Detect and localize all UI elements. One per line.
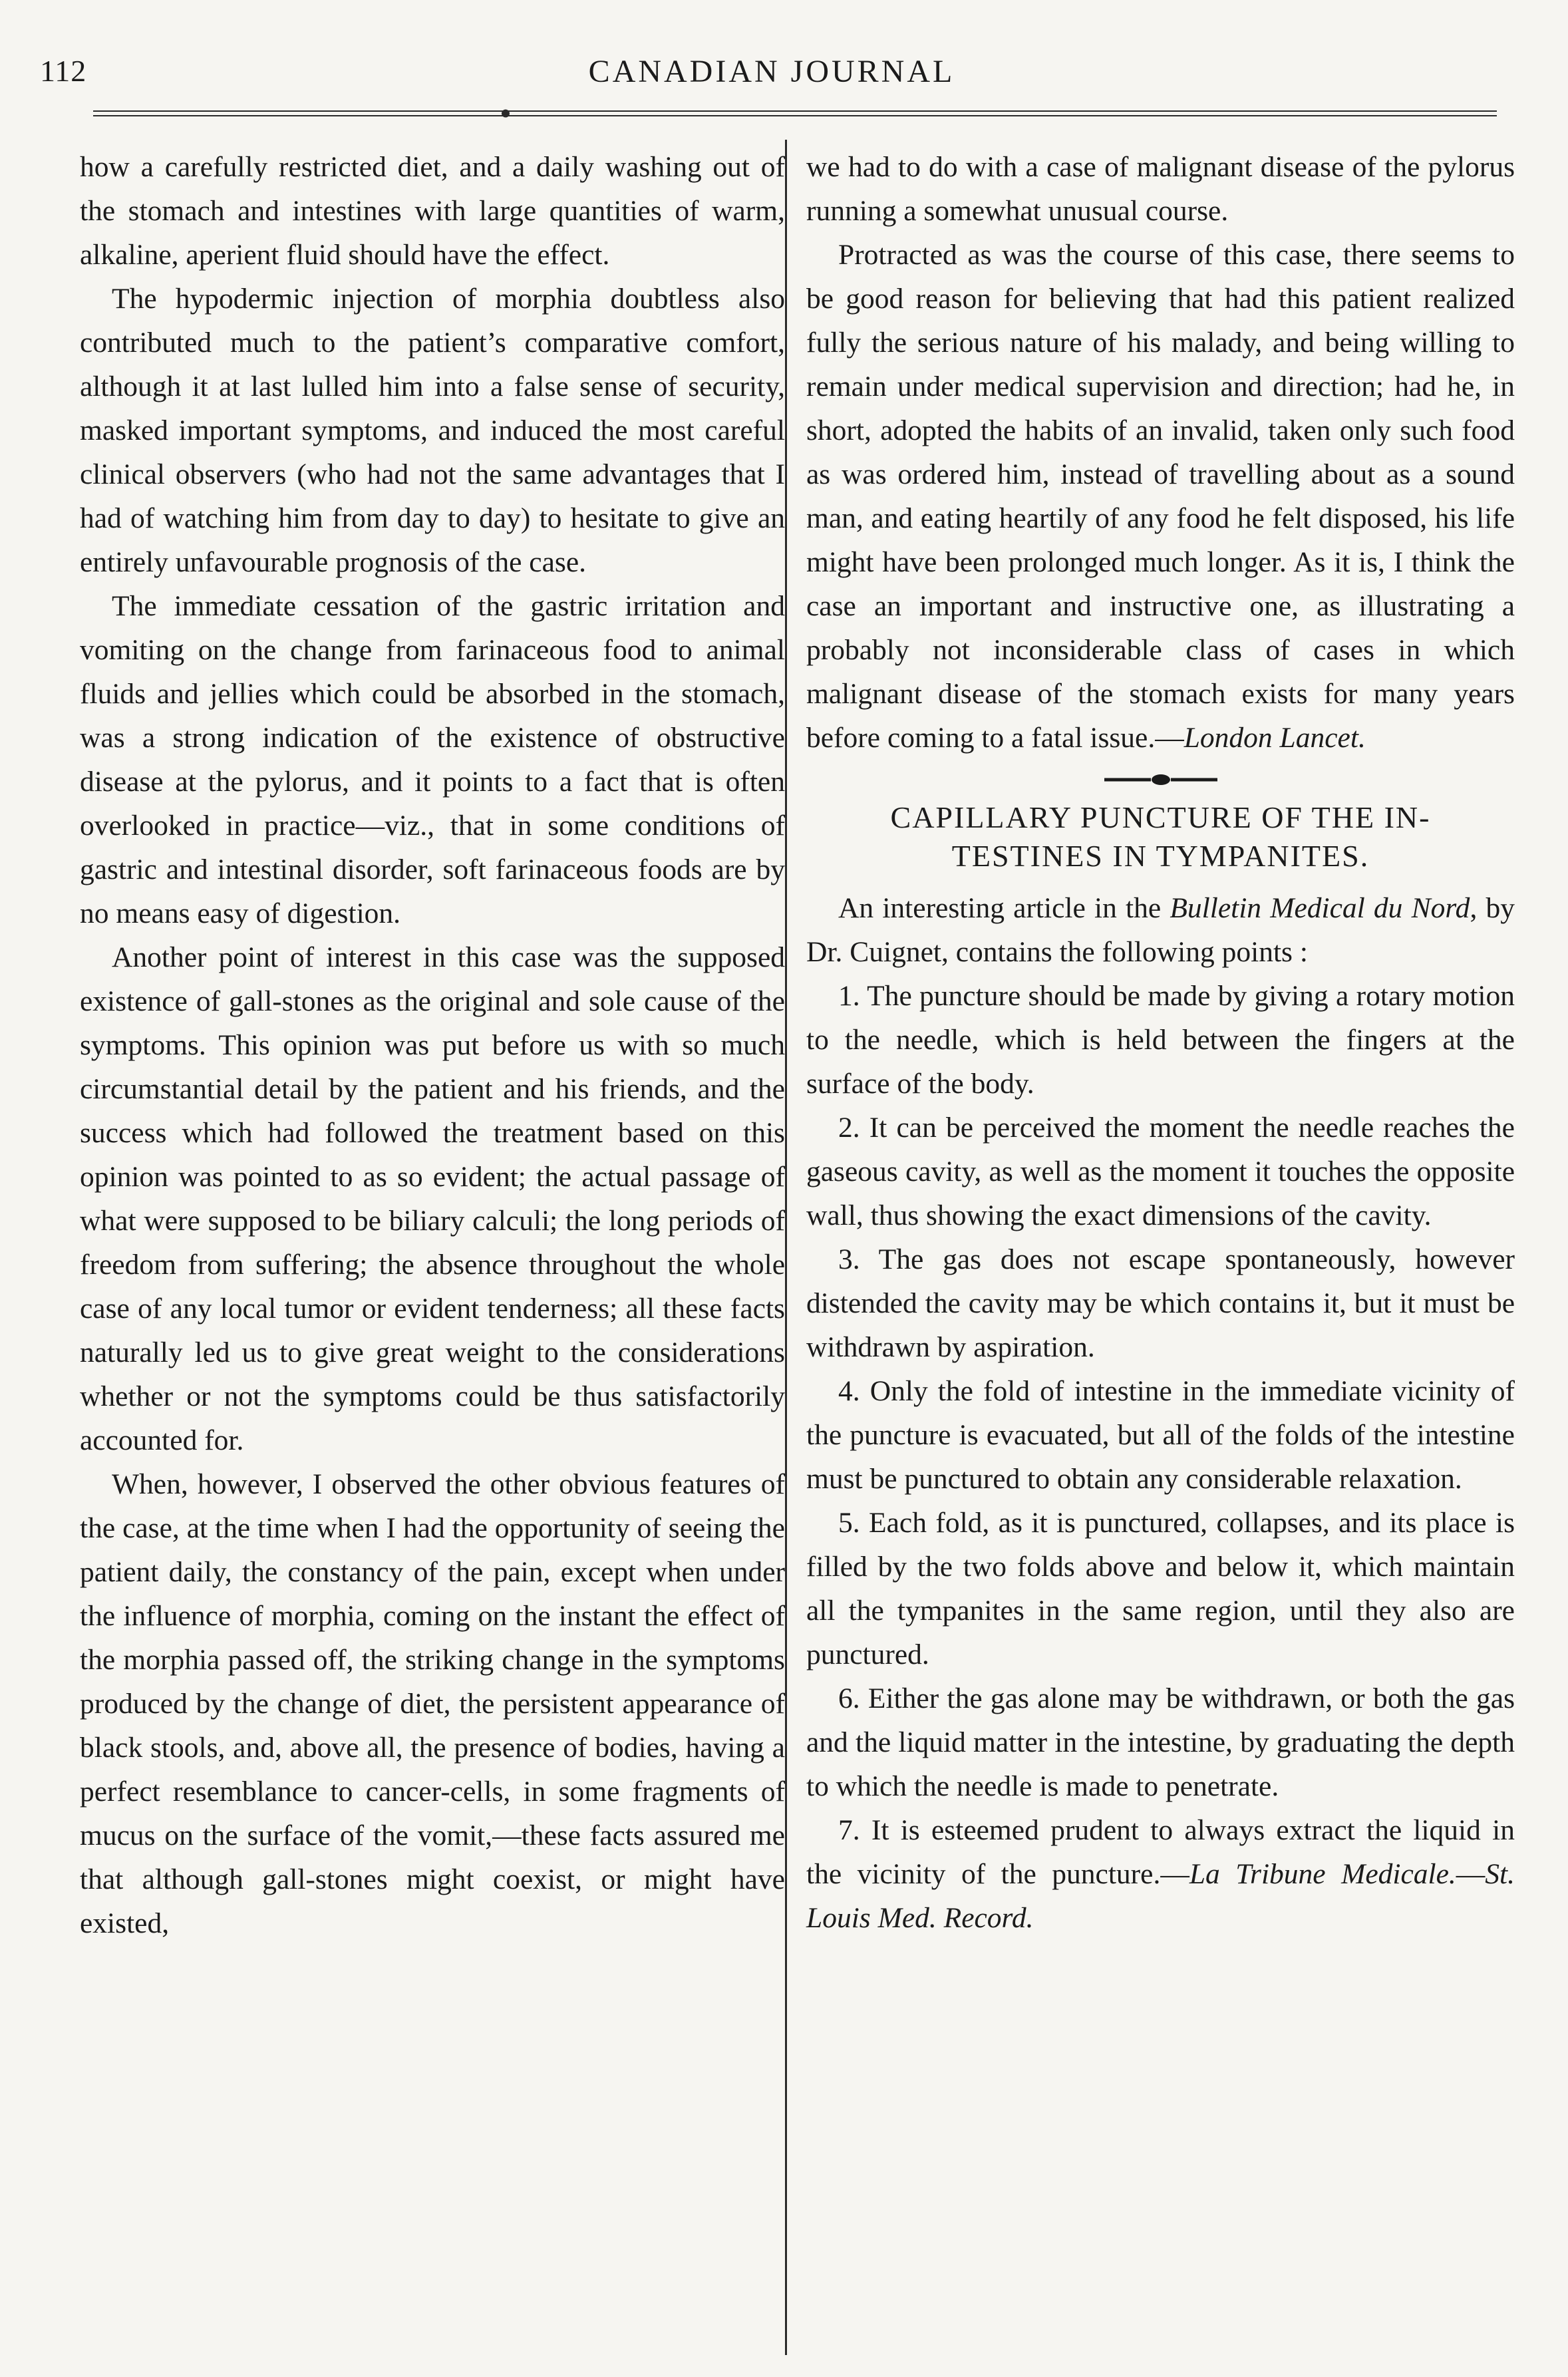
paragraph: we had to do with a case of malignant disease of the pylorus running a somewhat unusual course. [806,151,1515,227]
paragraph: Another point of interest in this case was the supposed existence of gall-stones as the original and sole cause of the symptoms. This opinion was put before us with so much circumstantial detail by the patient and his friends, and the success which had followed the treatment based on this opinion was pointed to as so evident; the actual passage of what were supposed to be biliary calculi; the long periods of freedom from suffering; the absence throughout the whole case of any local tumor or evident tenderness; all these facts naturally led us to give great weight to the considerations whether or not the symptoms could be thus satisfactorily accounted for. [80,941,785,1456]
paragraph: how a carefully restricted diet, and a daily washing out of the stomach and intestines with large quantities of warm, alkaline, aperient fluid should have the effect. [80,151,785,271]
numbered-point: 4. Only the fold of intestine in the immediate vicinity of the puncture is evacuated, but all of the folds of the intestine must be punctured to obtain any considerable relaxation. [806,1375,1515,1495]
journal-title: CANADIAN JOURNAL [588,54,955,89]
header-rule [93,109,1497,118]
article-intro [806,886,1515,974]
point-text: 7. It is esteemed prudent to always extract the liquid in the vicinity of the puncture.— [806,1814,1515,1890]
paragraph [806,233,1515,760]
rule-ornament-icon [502,110,510,118]
page-number: 112 [40,54,87,88]
numbered-point: 5. Each fold, as it is punctured, collapses, and its place is filled by the two folds above and below it, which maintain all the tympanites in the same region, until they also are punctured. [806,1507,1515,1670]
article-heading [806,798,1515,875]
paragraph: The hypodermic injection of morphia doubtless also contributed much to the patient’s comparative comfort, although it at last lulled him into a false sense of security, masked important symptoms, and induced the most careful clinical observers (who had not the same advantages that I had of watching him from day to day) to hesitate to give an entirely unfavourable prognosis of the case. [80,283,785,578]
paragraph: The immediate cessation of the gastric irritation and vomiting on the change from farinaceous food to animal fluids and jellies which could be absorbed in the stomach, was a strong indication of the existence of obstructive disease at the pylorus, and it points to a fact that is often overlooked in practice—viz., that in some conditions of gastric and intestinal disorder, soft farinaceous foods are by no means easy of digestion. [80,590,785,929]
source-citation: St. Louis Med. Record. [806,1858,1515,1934]
source-separator: — [1456,1858,1486,1890]
journal-reference: Bulletin Medical du Nord [1170,892,1470,924]
source-citation: London Lancet. [1183,722,1366,754]
right-column [806,145,1515,1940]
heading-line: TESTINES IN TYMPANITES. [951,839,1370,873]
intro-text: An interesting article in the [838,892,1170,924]
paragraph-text: Protracted as was the course of this case, there seems to be good reason for believing that had this patient realized fully the serious nature of his malady, and being willing to remain under medical supervision and direction; had he, in short, adopted the habits of an invalid, taken only such food as was ordered him, instead of travelling about as a sound man, and eating heartily of any food he felt disposed, his life might have been prolonged much longer. As it is, I think the case an important and instructive one, as illustrating a probably not inconsiderable class of cases in which malignant disease of the stomach exists for many years before coming to a fatal issue.— [806,239,1515,754]
heading-line: CAPILLARY PUNCTURE OF THE IN- [890,800,1431,834]
section-divider-icon [1104,772,1217,788]
numbered-point [806,1808,1515,1940]
page-header [40,53,1503,100]
numbered-point: 6. Either the gas alone may be withdrawn, or both the gas and the liquid matter in the intestine, by graduating the depth to which the needle is made to penetrate. [806,1682,1515,1802]
column-divider [785,140,787,2355]
paragraph: When, however, I observed the other obvious features of the case, at the time when I had the opportunity of seeing the patient daily, the constancy of the pain, except when under the influence of morphia, coming on the instant the effect of the morphia passed off, the striking change in the symptoms produced by the change of diet, the persistent appearance of black stools, and, above all, the presence of bodies, having a perfect resemblance to cancer-cells, in some fragments of mucus on the surface of the vomit,—these facts assured me that although gall-stones might coexist, or might have existed, [80,1468,785,1939]
intro-text: , by Dr. Cuignet, contains the following points : [806,892,1515,968]
source-citation: La Tribune Medicale. [1189,1858,1456,1890]
numbered-point: 3. The gas does not escape spontaneously, however distended the cavity may be which contains it, but it must be withdrawn by aspiration. [806,1243,1515,1363]
left-column [80,145,785,1945]
numbered-point: 1. The puncture should be made by giving a rotary motion to the needle, which is held between the fingers at the surface of the body. [806,980,1515,1100]
numbered-point: 2. It can be perceived the moment the needle reaches the gaseous cavity, as well as the moment it touches the opposite wall, thus showing the exact dimensions of the cavity. [806,1112,1515,1231]
